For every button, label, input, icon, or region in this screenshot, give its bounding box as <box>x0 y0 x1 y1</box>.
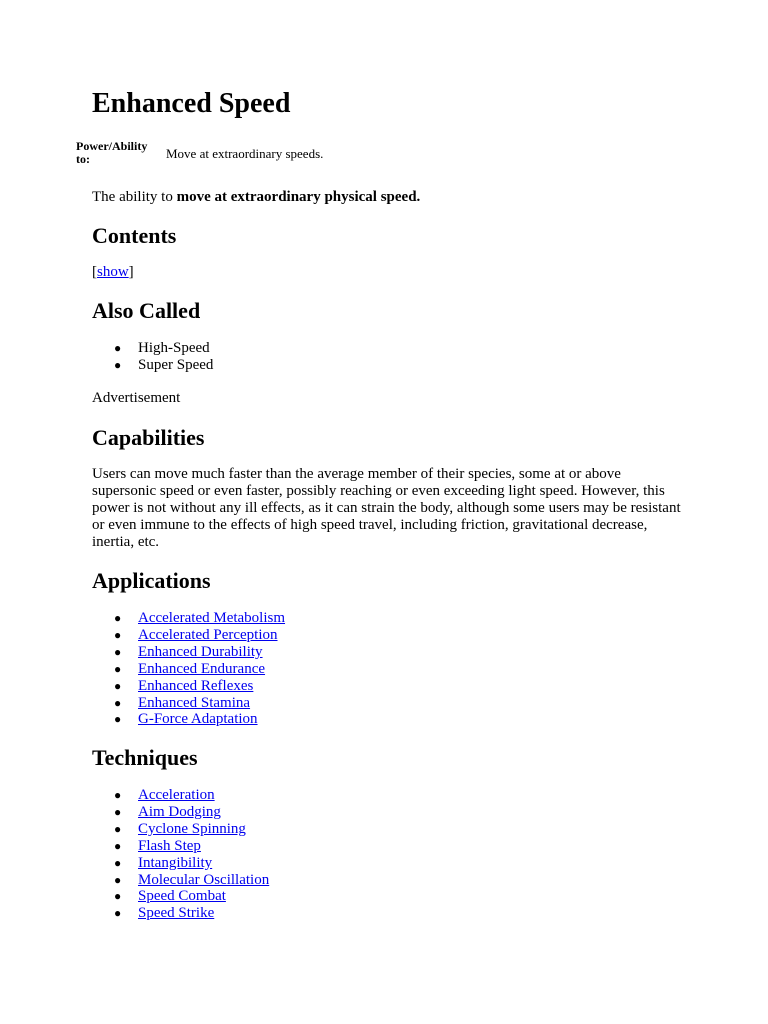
application-item-link[interactable]: Enhanced Durability <box>138 643 263 660</box>
open-bracket: [ <box>92 264 97 280</box>
application-item <box>92 644 692 661</box>
technique-item <box>92 838 692 855</box>
also-called-item-text: High-Speed <box>138 340 210 356</box>
bullet-icon: ● <box>114 644 122 659</box>
bullet-icon: ● <box>114 788 122 802</box>
techniques-heading: Techniques <box>92 745 198 770</box>
application-item <box>92 678 692 695</box>
also-called-item <box>92 357 692 374</box>
technique-item <box>92 787 692 804</box>
applications-list <box>92 610 692 728</box>
techniques-list-wrap <box>92 787 692 922</box>
contents-heading: Contents <box>92 223 177 248</box>
capabilities-section <box>92 425 692 451</box>
bullet-icon: ● <box>114 341 122 355</box>
also-called-section <box>92 298 692 324</box>
advertisement-label: Advertisement <box>92 390 181 406</box>
bullet-icon: ● <box>114 838 122 853</box>
bullet-icon: ● <box>114 712 122 727</box>
application-item <box>92 661 692 678</box>
techniques-list <box>92 787 692 922</box>
technique-item <box>92 855 692 872</box>
bullet-icon: ● <box>114 821 122 836</box>
technique-item-link[interactable]: Aim Dodging <box>138 803 221 820</box>
technique-item-link[interactable]: Molecular Oscillation <box>138 871 270 888</box>
application-item-link[interactable]: Enhanced Endurance <box>138 660 266 677</box>
bullet-icon: ● <box>114 678 122 693</box>
application-item <box>92 627 692 644</box>
technique-item <box>92 905 692 922</box>
technique-item-link[interactable]: Speed Strike <box>138 905 215 922</box>
technique-item-link[interactable]: Cyclone Spinning <box>138 820 246 837</box>
infobox-label: Power/Ability to: <box>76 139 148 166</box>
technique-item <box>92 804 692 821</box>
technique-item <box>92 872 692 889</box>
bullet-icon: ● <box>114 906 122 921</box>
advertisement-row <box>92 390 692 407</box>
infobox-value: Move at extraordinary speeds. <box>166 146 324 161</box>
application-item <box>92 610 692 627</box>
bullet-icon: ● <box>114 889 122 904</box>
technique-item-link[interactable]: Speed Combat <box>138 888 226 905</box>
page-title: Enhanced Speed <box>92 88 291 119</box>
technique-item-link[interactable]: Acceleration <box>138 787 215 803</box>
applications-heading: Applications <box>92 568 211 593</box>
infobox <box>76 140 323 166</box>
applications-list-wrap <box>92 610 692 728</box>
bullet-icon: ● <box>114 357 122 372</box>
application-item-link[interactable]: Enhanced Reflexes <box>138 677 254 694</box>
technique-item-link[interactable]: Intangibility <box>138 854 213 871</box>
bullet-icon: ● <box>114 611 122 625</box>
application-item <box>92 711 692 728</box>
techniques-section <box>92 745 692 771</box>
technique-item <box>92 888 692 905</box>
intro-prefix: The ability to <box>92 189 177 205</box>
application-item-link[interactable]: Accelerated Metabolism <box>138 610 286 626</box>
application-item-link[interactable]: Enhanced Stamina <box>138 694 251 711</box>
application-item <box>92 695 692 712</box>
technique-item-link[interactable]: Flash Step <box>138 837 201 854</box>
contents-show-link[interactable]: show <box>97 264 129 280</box>
also-called-list-wrap <box>92 340 692 374</box>
applications-section <box>92 568 692 594</box>
capabilities-heading: Capabilities <box>92 425 205 450</box>
capabilities-body <box>92 466 682 551</box>
also-called-item-text: Super Speed <box>138 356 214 373</box>
capabilities-text: Users can move much faster than the average member of their species, some at or above supersonic speed or even faster, possibly reaching or even exceeding light speed. However, this power is not without any ill effects, as it can strain the body, although some users may be resistant or even immune to the effects of high speed travel, including friction, gravitational decrease, inertia, etc. <box>92 466 681 550</box>
bullet-icon: ● <box>114 661 122 676</box>
bullet-icon: ● <box>114 627 122 642</box>
application-item-link[interactable]: Accelerated Perception <box>138 626 278 643</box>
intro-bold: move at extraordinary physical speed. <box>176 189 421 205</box>
also-called-heading: Also Called <box>92 298 201 323</box>
close-bracket: ] <box>128 264 134 280</box>
also-called-item <box>92 340 692 357</box>
also-called-list <box>92 340 692 374</box>
technique-item <box>92 821 692 838</box>
bullet-icon: ● <box>114 695 122 710</box>
contents-toggle-row <box>92 264 692 281</box>
bullet-icon: ● <box>114 804 122 819</box>
bullet-icon: ● <box>114 872 122 887</box>
intro-paragraph <box>92 189 692 206</box>
application-item-link[interactable]: G-Force Adaptation <box>138 711 258 728</box>
bullet-icon: ● <box>114 855 122 870</box>
contents-section <box>92 223 692 249</box>
